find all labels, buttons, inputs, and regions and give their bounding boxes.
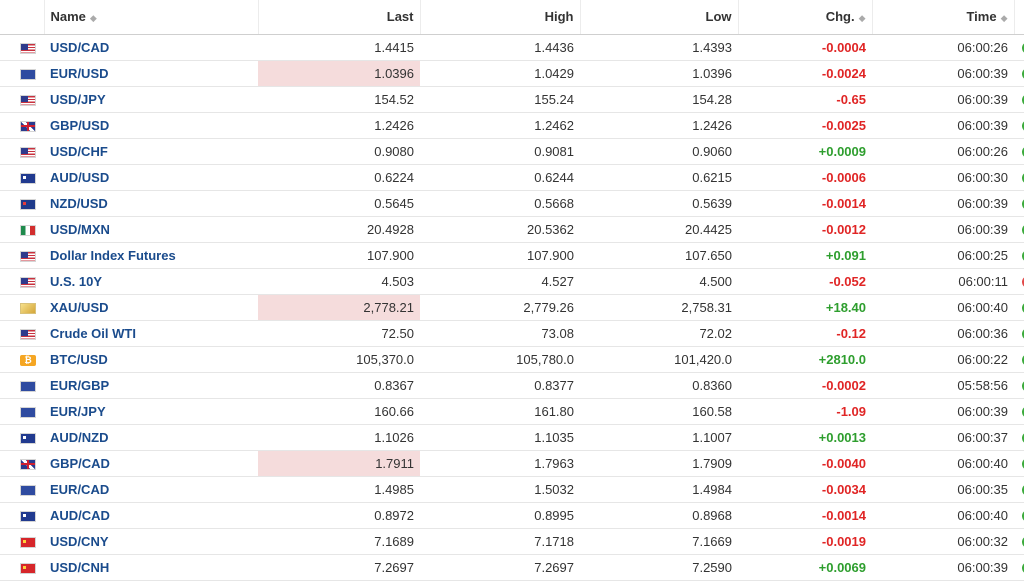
table-row[interactable] <box>0 190 1024 216</box>
flag-cell <box>0 476 44 502</box>
update-time: 06:00:39 <box>957 559 1008 575</box>
instrument-name-cell[interactable] <box>44 294 258 320</box>
table-row[interactable] <box>0 34 1024 60</box>
high-price: 0.5668 <box>534 195 574 211</box>
instrument-name-cell[interactable] <box>44 320 258 346</box>
instrument-name-link[interactable]: Crude Oil WTI <box>50 325 136 341</box>
instrument-name-link[interactable]: USD/JPY <box>50 91 106 107</box>
us-flag-icon <box>20 329 36 340</box>
us-flag-icon <box>20 147 36 158</box>
update-time: 06:00:40 <box>957 455 1008 471</box>
clock-cell <box>1014 60 1024 86</box>
flag-cell <box>0 34 44 60</box>
change-value: +0.0009 <box>818 143 866 159</box>
instrument-name-cell[interactable] <box>44 242 258 268</box>
clock-cell <box>1014 346 1024 372</box>
high-price: 73.08 <box>541 325 574 341</box>
change-value: +0.0013 <box>818 429 866 445</box>
eu-flag-icon <box>20 407 36 418</box>
low-price: 0.8968 <box>692 507 732 523</box>
clock-cell <box>1014 242 1024 268</box>
low-price: 1.2426 <box>692 117 732 133</box>
instrument-name-link[interactable]: GBP/USD <box>50 117 110 133</box>
au-flag-icon <box>20 511 36 522</box>
low-price: 7.2590 <box>692 559 732 575</box>
instrument-name-link[interactable]: EUR/JPY <box>50 403 106 419</box>
instrument-name-cell[interactable] <box>44 34 258 60</box>
high-price: 1.4436 <box>534 39 574 55</box>
sort-icon: ◆ <box>1000 13 1008 24</box>
change-value: +0.091 <box>825 247 866 263</box>
high-price: 7.2697 <box>534 559 574 575</box>
table-row[interactable] <box>0 138 1024 164</box>
high-price: 1.0429 <box>534 65 574 81</box>
high-price: 4.527 <box>541 273 574 289</box>
table-row[interactable] <box>0 242 1024 268</box>
change-value: -0.0002 <box>821 377 866 393</box>
low-price: 1.7909 <box>692 455 732 471</box>
clock-cell <box>1014 268 1024 294</box>
us-flag-icon <box>20 95 36 106</box>
low-price: 107.650 <box>685 247 732 263</box>
us-flag-icon <box>20 277 36 288</box>
clock-cell <box>1014 476 1024 502</box>
update-time: 06:00:30 <box>957 169 1008 185</box>
table-row[interactable] <box>0 112 1024 138</box>
clock-column-header <box>1014 0 1024 34</box>
last-price: 1.4985 <box>374 481 414 497</box>
clock-cell <box>1014 34 1024 60</box>
table-row[interactable] <box>0 372 1024 398</box>
clock-cell <box>1014 112 1024 138</box>
instrument-name-cell[interactable] <box>44 450 258 476</box>
instrument-name-link[interactable]: BTC/USD <box>50 351 108 367</box>
instrument-name-link[interactable]: AUD/NZD <box>50 429 109 445</box>
clock-cell <box>1014 164 1024 190</box>
high-price: 155.24 <box>534 91 574 107</box>
last-price: 7.1689 <box>374 533 414 549</box>
cn-flag-icon <box>20 537 36 548</box>
low-price: 1.4984 <box>692 481 732 497</box>
last-price: 0.8367 <box>374 377 414 393</box>
last-price: 2,778.21 <box>258 294 420 320</box>
instrument-name-cell[interactable] <box>44 346 258 372</box>
us-flag-icon <box>20 251 36 262</box>
chg-column-header[interactable]: Chg. ◆ <box>738 0 872 34</box>
table-row[interactable] <box>0 502 1024 528</box>
flag-cell <box>0 164 44 190</box>
flag-cell <box>0 268 44 294</box>
last-price: 1.4415 <box>374 39 414 55</box>
instrument-name-cell[interactable] <box>44 138 258 164</box>
last-column-header[interactable]: Last <box>258 0 420 34</box>
instrument-name-link[interactable]: XAU/USD <box>50 299 109 315</box>
table-row[interactable] <box>0 294 1024 320</box>
change-value: -0.0014 <box>821 195 866 211</box>
update-time: 06:00:39 <box>957 403 1008 419</box>
low-price: 72.02 <box>699 325 732 341</box>
clock-cell <box>1014 554 1024 580</box>
instrument-name-link[interactable]: U.S. 10Y <box>50 273 103 289</box>
uk-flag-icon <box>20 121 36 132</box>
flag-cell <box>0 424 44 450</box>
low-column-header[interactable]: Low <box>580 0 738 34</box>
change-value: +0.0069 <box>818 559 866 575</box>
flag-cell <box>0 242 44 268</box>
au-flag-icon <box>20 433 36 444</box>
change-value: -0.0006 <box>821 169 866 185</box>
table-row[interactable] <box>0 398 1024 424</box>
flag-cell <box>0 112 44 138</box>
high-price: 1.7963 <box>534 455 574 471</box>
au-flag-icon <box>20 173 36 184</box>
high-price: 20.5362 <box>527 221 574 237</box>
btc-flag-icon: ₿ <box>20 355 36 366</box>
change-value: -0.0019 <box>821 533 866 549</box>
update-time: 06:00:26 <box>957 39 1008 55</box>
change-value: -0.65 <box>836 91 866 107</box>
flag-cell <box>0 216 44 242</box>
clock-cell <box>1014 502 1024 528</box>
flag-cell <box>0 346 44 372</box>
instrument-name-link[interactable]: GBP/CAD <box>50 455 110 471</box>
instrument-name-cell[interactable] <box>44 216 258 242</box>
clock-cell <box>1014 190 1024 216</box>
sort-icon: ◆ <box>89 13 97 24</box>
change-value: -0.12 <box>836 325 866 341</box>
last-price: 0.8972 <box>374 507 414 523</box>
high-price: 1.2462 <box>534 117 574 133</box>
name-column-header[interactable]: Name ◆ <box>44 0 258 34</box>
instrument-name-link[interactable]: AUD/CAD <box>50 507 110 523</box>
xau-flag-icon <box>20 303 36 314</box>
last-price: 0.5645 <box>374 195 414 211</box>
instrument-name-link[interactable]: AUD/USD <box>50 169 110 185</box>
table-row[interactable] <box>0 164 1024 190</box>
change-value: -0.0024 <box>821 65 866 81</box>
low-price: 154.28 <box>692 91 732 107</box>
update-time: 06:00:37 <box>957 429 1008 445</box>
low-price: 0.9060 <box>692 143 732 159</box>
update-time: 06:00:35 <box>957 481 1008 497</box>
flag-cell <box>0 320 44 346</box>
flag-cell <box>0 190 44 216</box>
high-price: 161.80 <box>534 403 574 419</box>
last-price: 1.0396 <box>258 60 420 86</box>
eu-flag-icon <box>20 485 36 496</box>
update-time: 06:00:36 <box>957 325 1008 341</box>
change-value: -1.09 <box>836 403 866 419</box>
low-price: 4.500 <box>699 273 732 289</box>
instrument-name-cell[interactable] <box>44 398 258 424</box>
instrument-name-cell[interactable] <box>44 86 258 112</box>
last-price: 72.50 <box>381 325 414 341</box>
flag-column-header <box>0 0 44 34</box>
clock-cell <box>1014 450 1024 476</box>
table-row[interactable] <box>0 554 1024 580</box>
last-price: 0.6224 <box>374 169 414 185</box>
last-price: 7.2697 <box>374 559 414 575</box>
clock-cell <box>1014 372 1024 398</box>
last-price: 154.52 <box>374 91 414 107</box>
last-price: 107.900 <box>367 247 414 263</box>
us-flag-icon <box>20 43 36 54</box>
update-time: 05:58:56 <box>957 377 1008 393</box>
last-price: 160.66 <box>374 403 414 419</box>
clock-cell <box>1014 294 1024 320</box>
flag-cell <box>0 138 44 164</box>
high-price: 0.8995 <box>534 507 574 523</box>
instrument-name-cell[interactable] <box>44 268 258 294</box>
last-price: 105,370.0 <box>356 351 414 367</box>
change-value: -0.0014 <box>821 507 866 523</box>
flag-cell <box>0 554 44 580</box>
eu-flag-icon <box>20 381 36 392</box>
update-time: 06:00:40 <box>957 507 1008 523</box>
low-price: 160.58 <box>692 403 732 419</box>
flag-cell <box>0 60 44 86</box>
update-time: 06:00:22 <box>957 351 1008 367</box>
cn-flag-icon <box>20 563 36 574</box>
low-price: 7.1669 <box>692 533 732 549</box>
update-time: 06:00:25 <box>957 247 1008 263</box>
flag-cell <box>0 528 44 554</box>
instrument-name-link[interactable]: EUR/CAD <box>50 481 110 497</box>
instrument-name-link[interactable]: USD/CNY <box>50 533 109 549</box>
instrument-name-link[interactable]: NZD/USD <box>50 195 108 211</box>
instrument-name-cell[interactable] <box>44 60 258 86</box>
table-row[interactable] <box>0 60 1024 86</box>
table-row[interactable] <box>0 528 1024 554</box>
mx-flag-icon <box>20 225 36 236</box>
clock-cell <box>1014 398 1024 424</box>
high-price: 0.6244 <box>534 169 574 185</box>
update-time: 06:00:40 <box>957 299 1008 315</box>
instrument-name-cell[interactable] <box>44 554 258 580</box>
update-time: 06:00:26 <box>957 143 1008 159</box>
table-row[interactable] <box>0 346 1024 372</box>
table-row[interactable] <box>0 424 1024 450</box>
instrument-name-link[interactable]: USD/MXN <box>50 221 110 237</box>
instrument-name-cell[interactable] <box>44 502 258 528</box>
low-price: 1.4393 <box>692 39 732 55</box>
low-price: 0.5639 <box>692 195 732 211</box>
low-price: 20.4425 <box>685 221 732 237</box>
change-value: -0.0004 <box>821 39 866 55</box>
high-price: 107.900 <box>527 247 574 263</box>
flag-cell <box>0 398 44 424</box>
instrument-name-link[interactable]: USD/CHF <box>50 143 108 159</box>
change-value: +18.40 <box>825 299 866 315</box>
nz-flag-icon <box>20 199 36 210</box>
low-price: 1.1007 <box>692 429 732 445</box>
change-value: -0.052 <box>829 273 866 289</box>
header-row <box>0 0 1024 34</box>
sort-icon: ◆ <box>858 13 866 24</box>
instrument-name-cell[interactable] <box>44 190 258 216</box>
low-price: 2,758.31 <box>681 299 732 315</box>
last-price: 1.7911 <box>258 450 420 476</box>
clock-cell <box>1014 528 1024 554</box>
change-value: -0.0025 <box>821 117 866 133</box>
table-row[interactable] <box>0 476 1024 502</box>
time-column-header[interactable]: Time ◆ <box>872 0 1014 34</box>
last-price: 0.9080 <box>374 143 414 159</box>
eu-flag-icon <box>20 69 36 80</box>
high-column-header[interactable]: High <box>420 0 580 34</box>
change-value: -0.0034 <box>821 481 866 497</box>
last-price: 1.2426 <box>374 117 414 133</box>
instrument-name-link[interactable]: EUR/USD <box>50 65 109 81</box>
instrument-name-cell[interactable] <box>44 476 258 502</box>
update-time: 06:00:32 <box>957 533 1008 549</box>
change-value: +2810.0 <box>818 351 866 367</box>
table-row[interactable] <box>0 320 1024 346</box>
table-row[interactable] <box>0 450 1024 476</box>
update-time: 06:00:39 <box>957 221 1008 237</box>
change-value: -0.0012 <box>821 221 866 237</box>
update-time: 06:00:39 <box>957 117 1008 133</box>
update-time: 06:00:11 <box>958 273 1008 289</box>
flag-cell <box>0 86 44 112</box>
high-price: 105,780.0 <box>516 351 574 367</box>
change-value: -0.0040 <box>821 455 866 471</box>
high-price: 1.1035 <box>534 429 574 445</box>
flag-cell <box>0 502 44 528</box>
clock-cell <box>1014 86 1024 112</box>
update-time: 06:00:39 <box>957 195 1008 211</box>
last-price: 1.1026 <box>374 429 414 445</box>
instrument-name-link[interactable]: USD/CNH <box>50 559 110 575</box>
update-time: 06:00:39 <box>957 91 1008 107</box>
uk-flag-icon <box>20 459 36 470</box>
low-price: 0.8360 <box>692 377 732 393</box>
low-price: 0.6215 <box>692 169 732 185</box>
instrument-name-cell[interactable] <box>44 528 258 554</box>
clock-cell <box>1014 424 1024 450</box>
instrument-name-cell[interactable] <box>44 372 258 398</box>
low-price: 101,420.0 <box>674 351 732 367</box>
last-price: 4.503 <box>381 273 414 289</box>
high-price: 0.9081 <box>534 143 574 159</box>
update-time: 06:00:39 <box>957 65 1008 81</box>
flag-cell <box>0 450 44 476</box>
high-price: 2,779.26 <box>523 299 574 315</box>
clock-cell <box>1014 216 1024 242</box>
clock-cell <box>1014 138 1024 164</box>
table-row[interactable] <box>0 268 1024 294</box>
instrument-name-cell[interactable] <box>44 112 258 138</box>
high-price: 0.8377 <box>534 377 574 393</box>
instrument-name-link[interactable]: Dollar Index Futures <box>50 247 176 263</box>
table-row[interactable] <box>0 86 1024 112</box>
clock-cell <box>1014 320 1024 346</box>
instrument-name-cell[interactable] <box>44 424 258 450</box>
last-price: 20.4928 <box>367 221 414 237</box>
flag-cell <box>0 372 44 398</box>
low-price: 1.0396 <box>692 65 732 81</box>
high-price: 1.5032 <box>534 481 574 497</box>
instrument-name-link[interactable]: USD/CAD <box>50 39 110 55</box>
flag-cell <box>0 294 44 320</box>
instrument-name-link[interactable]: EUR/GBP <box>50 377 110 393</box>
high-price: 7.1718 <box>534 533 574 549</box>
table-row[interactable] <box>0 216 1024 242</box>
instrument-name-cell[interactable] <box>44 164 258 190</box>
